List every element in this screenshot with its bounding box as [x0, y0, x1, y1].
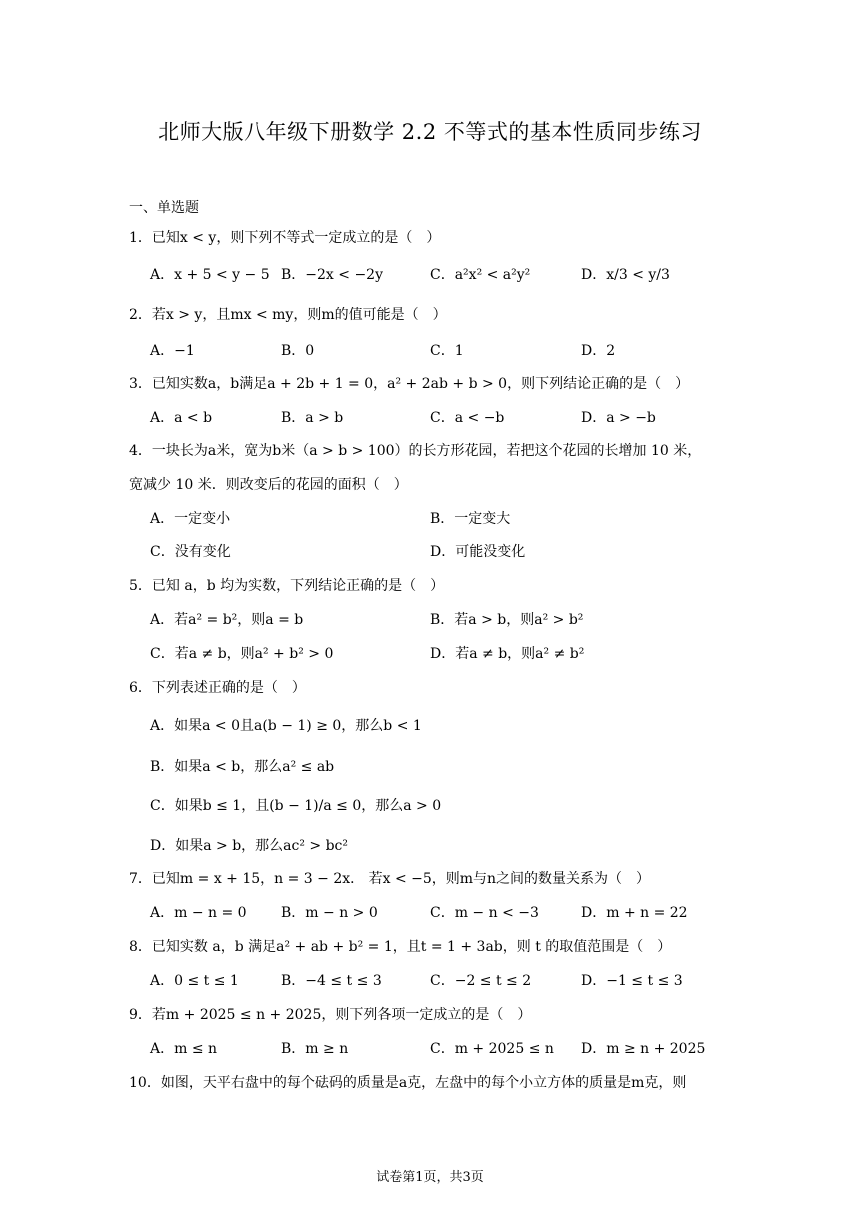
- question-1-option-c: C．a²x² < a²y²: [430, 267, 531, 283]
- question-3-option-d: D．a > −b: [581, 410, 656, 426]
- question-6-option-d: D．如果a > b，那么ac² > bc²: [150, 838, 349, 854]
- question-5-option-d: D．若a ≠ b，则a² ≠ b²: [430, 646, 585, 662]
- question-8-option-a: A．0 ≤ t ≤ 1: [150, 973, 239, 989]
- question-6-stem: 6．下列表述正确的是（ ）: [129, 680, 306, 696]
- question-6-option-b: B．如果a < b，那么a² ≤ ab: [150, 759, 335, 775]
- section-heading: 一、单选题: [129, 200, 199, 216]
- question-4-stem-line1: 4．一块长为a米，宽为b米（a > b > 100）的长方形花园，若把这个花园的长增加 10 米，: [129, 443, 702, 459]
- question-2-option-d: D．2: [581, 343, 616, 359]
- question-1-option-a: A．x + 5 < y − 5: [150, 267, 270, 283]
- question-7-stem: 7．已知m = x + 15，n = 3 − 2x． 若x < −5，则m与n之间的数量关系为（ ）: [129, 871, 651, 887]
- question-6-option-a: A．如果a < 0且a(b − 1) ≥ 0，那么b < 1: [150, 718, 422, 734]
- question-9-option-b: B．m ≥ n: [281, 1041, 349, 1057]
- question-3-stem: 3．已知实数a，b满足a + 2b + 1 = 0，a² + 2ab + b > 0，则下列结论正确的是（ ）: [129, 376, 690, 392]
- question-1-option-d: D．x/3 < y/3: [581, 267, 670, 283]
- question-3-option-b: B．a > b: [281, 410, 344, 426]
- question-6-option-c: C．如果b ≤ 1，且(b − 1)/a ≤ 0，那么a > 0: [150, 798, 442, 814]
- question-7-option-d: D．m + n = 22: [581, 905, 688, 921]
- question-9-stem: 9．若m + 2025 ≤ n + 2025，则下列各项一定成立的是（ ）: [129, 1007, 532, 1023]
- page-footer: 试卷第1页，共3页: [376, 1170, 484, 1185]
- question-7-option-c: C．m − n < −3: [430, 905, 539, 921]
- page-title: 北师大版八年级下册数学 2.2 不等式的基本性质同步练习: [158, 120, 702, 144]
- question-3-option-c: C．a < −b: [430, 410, 505, 426]
- question-2-option-b: B．0: [281, 343, 315, 359]
- question-9-option-a: A．m ≤ n: [150, 1041, 218, 1057]
- question-8-option-d: D．−1 ≤ t ≤ 3: [581, 973, 683, 989]
- question-5-stem: 5．已知 a，b 均为实数，下列结论正确的是（ ）: [129, 578, 445, 594]
- question-7-option-a: A．m − n = 0: [150, 905, 247, 921]
- question-8-option-b: B．−4 ≤ t ≤ 3: [281, 973, 382, 989]
- question-7-option-b: B．m − n > 0: [281, 905, 378, 921]
- question-10-stem: 10．如图，天平右盘中的每个砝码的质量是a克，左盘中的每个小立方体的质量是m克，则: [129, 1075, 687, 1091]
- question-9-option-d: D．m ≥ n + 2025: [581, 1041, 706, 1057]
- question-5-option-c: C．若a ≠ b，则a² + b² > 0: [150, 646, 334, 662]
- question-3-option-a: A．a < b: [150, 410, 213, 426]
- question-8-option-c: C．−2 ≤ t ≤ 2: [430, 973, 532, 989]
- question-4-stem-line2: 宽减少 10 米．则改变后的花园的面积（ ）: [129, 477, 408, 493]
- question-9-option-c: C．m + 2025 ≤ n: [430, 1041, 554, 1057]
- question-5-option-b: B．若a > b，则a² > b²: [430, 612, 584, 628]
- question-1-option-b: B．−2x < −2y: [281, 267, 383, 283]
- question-2-option-c: C．1: [430, 343, 464, 359]
- question-5-option-a: A．若a² = b²，则a = b: [150, 612, 304, 628]
- question-2-stem: 2．若x > y，且mx < my，则m的值可能是（ ）: [129, 307, 447, 323]
- question-4-option-b: B．一定变大: [430, 511, 511, 527]
- question-2-option-a: A．−1: [150, 343, 195, 359]
- question-1-stem: 1．已知x < y，则下列不等式一定成立的是（ ）: [129, 230, 441, 246]
- question-4-option-d: D．可能没变化: [430, 544, 526, 560]
- question-4-option-c: C．没有变化: [150, 544, 231, 560]
- question-8-stem: 8．已知实数 a，b 满足a² + ab + b² = 1，且t = 1 + 3ab，则 t 的取值范围是（ ）: [129, 939, 672, 955]
- question-4-option-a: A．一定变小: [150, 511, 231, 527]
